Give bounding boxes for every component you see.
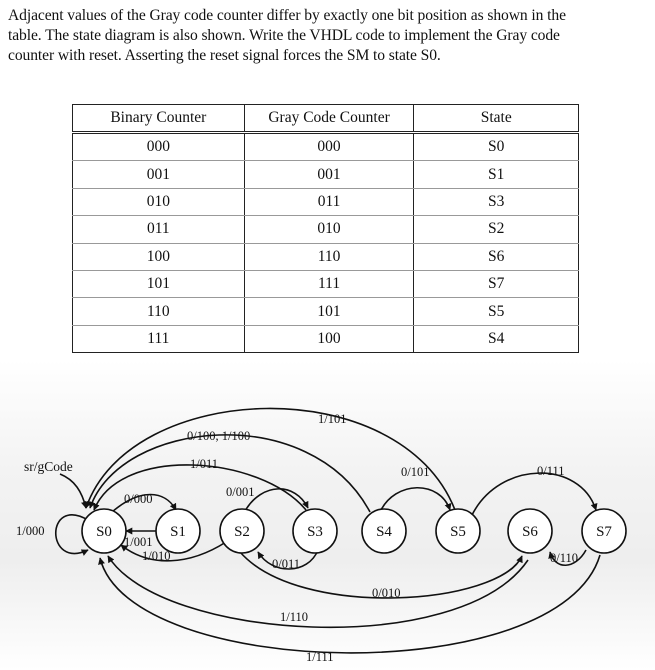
label-s3-s2: 0/011 bbox=[272, 557, 301, 571]
gray-code-table bbox=[72, 104, 579, 353]
table-row bbox=[73, 216, 579, 243]
state-cell: S2 bbox=[414, 216, 579, 243]
io-pointer bbox=[60, 474, 86, 508]
edge-s4-s5 bbox=[380, 488, 450, 512]
label-s2-s3: 0/001 bbox=[226, 485, 255, 499]
problem-line-1: Adjacent values of the Gray code counter differ by exactly one bit position as shown in the bbox=[8, 7, 566, 24]
binary-cell: 000 bbox=[73, 133, 245, 161]
state-label-s3: S3 bbox=[307, 524, 323, 540]
problem-statement bbox=[8, 6, 653, 66]
binary-cell: 011 bbox=[73, 216, 245, 243]
state-label-s7: S7 bbox=[596, 524, 612, 540]
label-s7-s6: 0/110 bbox=[550, 551, 579, 565]
table-row bbox=[73, 243, 579, 270]
state-label-s5: S5 bbox=[450, 524, 466, 540]
gray-cell: 100 bbox=[244, 325, 414, 352]
state-cell: S6 bbox=[414, 243, 579, 270]
table-header-row bbox=[73, 105, 579, 133]
table-row bbox=[73, 133, 579, 161]
label-s3-s0: 1/011 bbox=[190, 457, 219, 471]
gray-cell: 001 bbox=[244, 161, 414, 188]
label-s6-s0: 1/110 bbox=[280, 610, 309, 624]
state-label-s2: S2 bbox=[234, 524, 250, 540]
gray-cell: 011 bbox=[244, 188, 414, 215]
state-cell: S1 bbox=[414, 161, 579, 188]
edge-s7-s0 bbox=[100, 555, 600, 653]
binary-cell: 111 bbox=[73, 325, 245, 352]
gray-cell: 101 bbox=[244, 298, 414, 325]
state-diagram bbox=[0, 380, 655, 670]
header-binary: Binary Counter bbox=[73, 105, 245, 133]
state-cell: S3 bbox=[414, 188, 579, 215]
problem-line-2: table. The state diagram is also shown. Write the VHDL code to implement the Gray code bbox=[8, 27, 560, 44]
header-state: State bbox=[414, 105, 579, 133]
table-row bbox=[73, 270, 579, 297]
problem-line-3: counter with reset. Asserting the reset signal forces the SM to state S0. bbox=[8, 47, 441, 64]
state-label-s0: S0 bbox=[96, 524, 112, 540]
label-s4-s0: 0/100, 1/100 bbox=[187, 429, 251, 443]
label-s0-s1: 0/000 bbox=[124, 492, 153, 506]
gray-cell: 111 bbox=[244, 270, 414, 297]
binary-cell: 110 bbox=[73, 298, 245, 325]
binary-cell: 100 bbox=[73, 243, 245, 270]
state-cell: S7 bbox=[414, 270, 579, 297]
label-s1-s0: 1/001 bbox=[124, 535, 153, 549]
binary-cell: 101 bbox=[73, 270, 245, 297]
label-s5-s7: 0/010 bbox=[372, 586, 401, 600]
state-cell: S4 bbox=[414, 325, 579, 352]
state-label-s4: S4 bbox=[376, 524, 392, 540]
header-gray: Gray Code Counter bbox=[244, 105, 414, 133]
table-row bbox=[73, 325, 579, 352]
label-s7-s0: 1/111 bbox=[306, 650, 334, 664]
state-cell: S5 bbox=[414, 298, 579, 325]
label-s2-s0: 1/010 bbox=[142, 549, 171, 563]
state-cell: S0 bbox=[414, 133, 579, 161]
label-s4-s5: 0/101 bbox=[401, 465, 430, 479]
label-s6-s7: 0/111 bbox=[537, 464, 565, 478]
gray-cell: 110 bbox=[244, 243, 414, 270]
io-label: sr/gCode bbox=[24, 459, 73, 474]
gray-cell: 000 bbox=[244, 133, 414, 161]
table-row bbox=[73, 298, 579, 325]
binary-cell: 001 bbox=[73, 161, 245, 188]
binary-cell: 010 bbox=[73, 188, 245, 215]
state-label-s6: S6 bbox=[522, 524, 538, 540]
label-s5-s0: 1/101 bbox=[318, 412, 347, 426]
label-s0-self: 1/000 bbox=[16, 524, 45, 538]
gray-cell: 010 bbox=[244, 216, 414, 243]
state-label-s1: S1 bbox=[170, 524, 186, 540]
table-row bbox=[73, 188, 579, 215]
table-row bbox=[73, 161, 579, 188]
